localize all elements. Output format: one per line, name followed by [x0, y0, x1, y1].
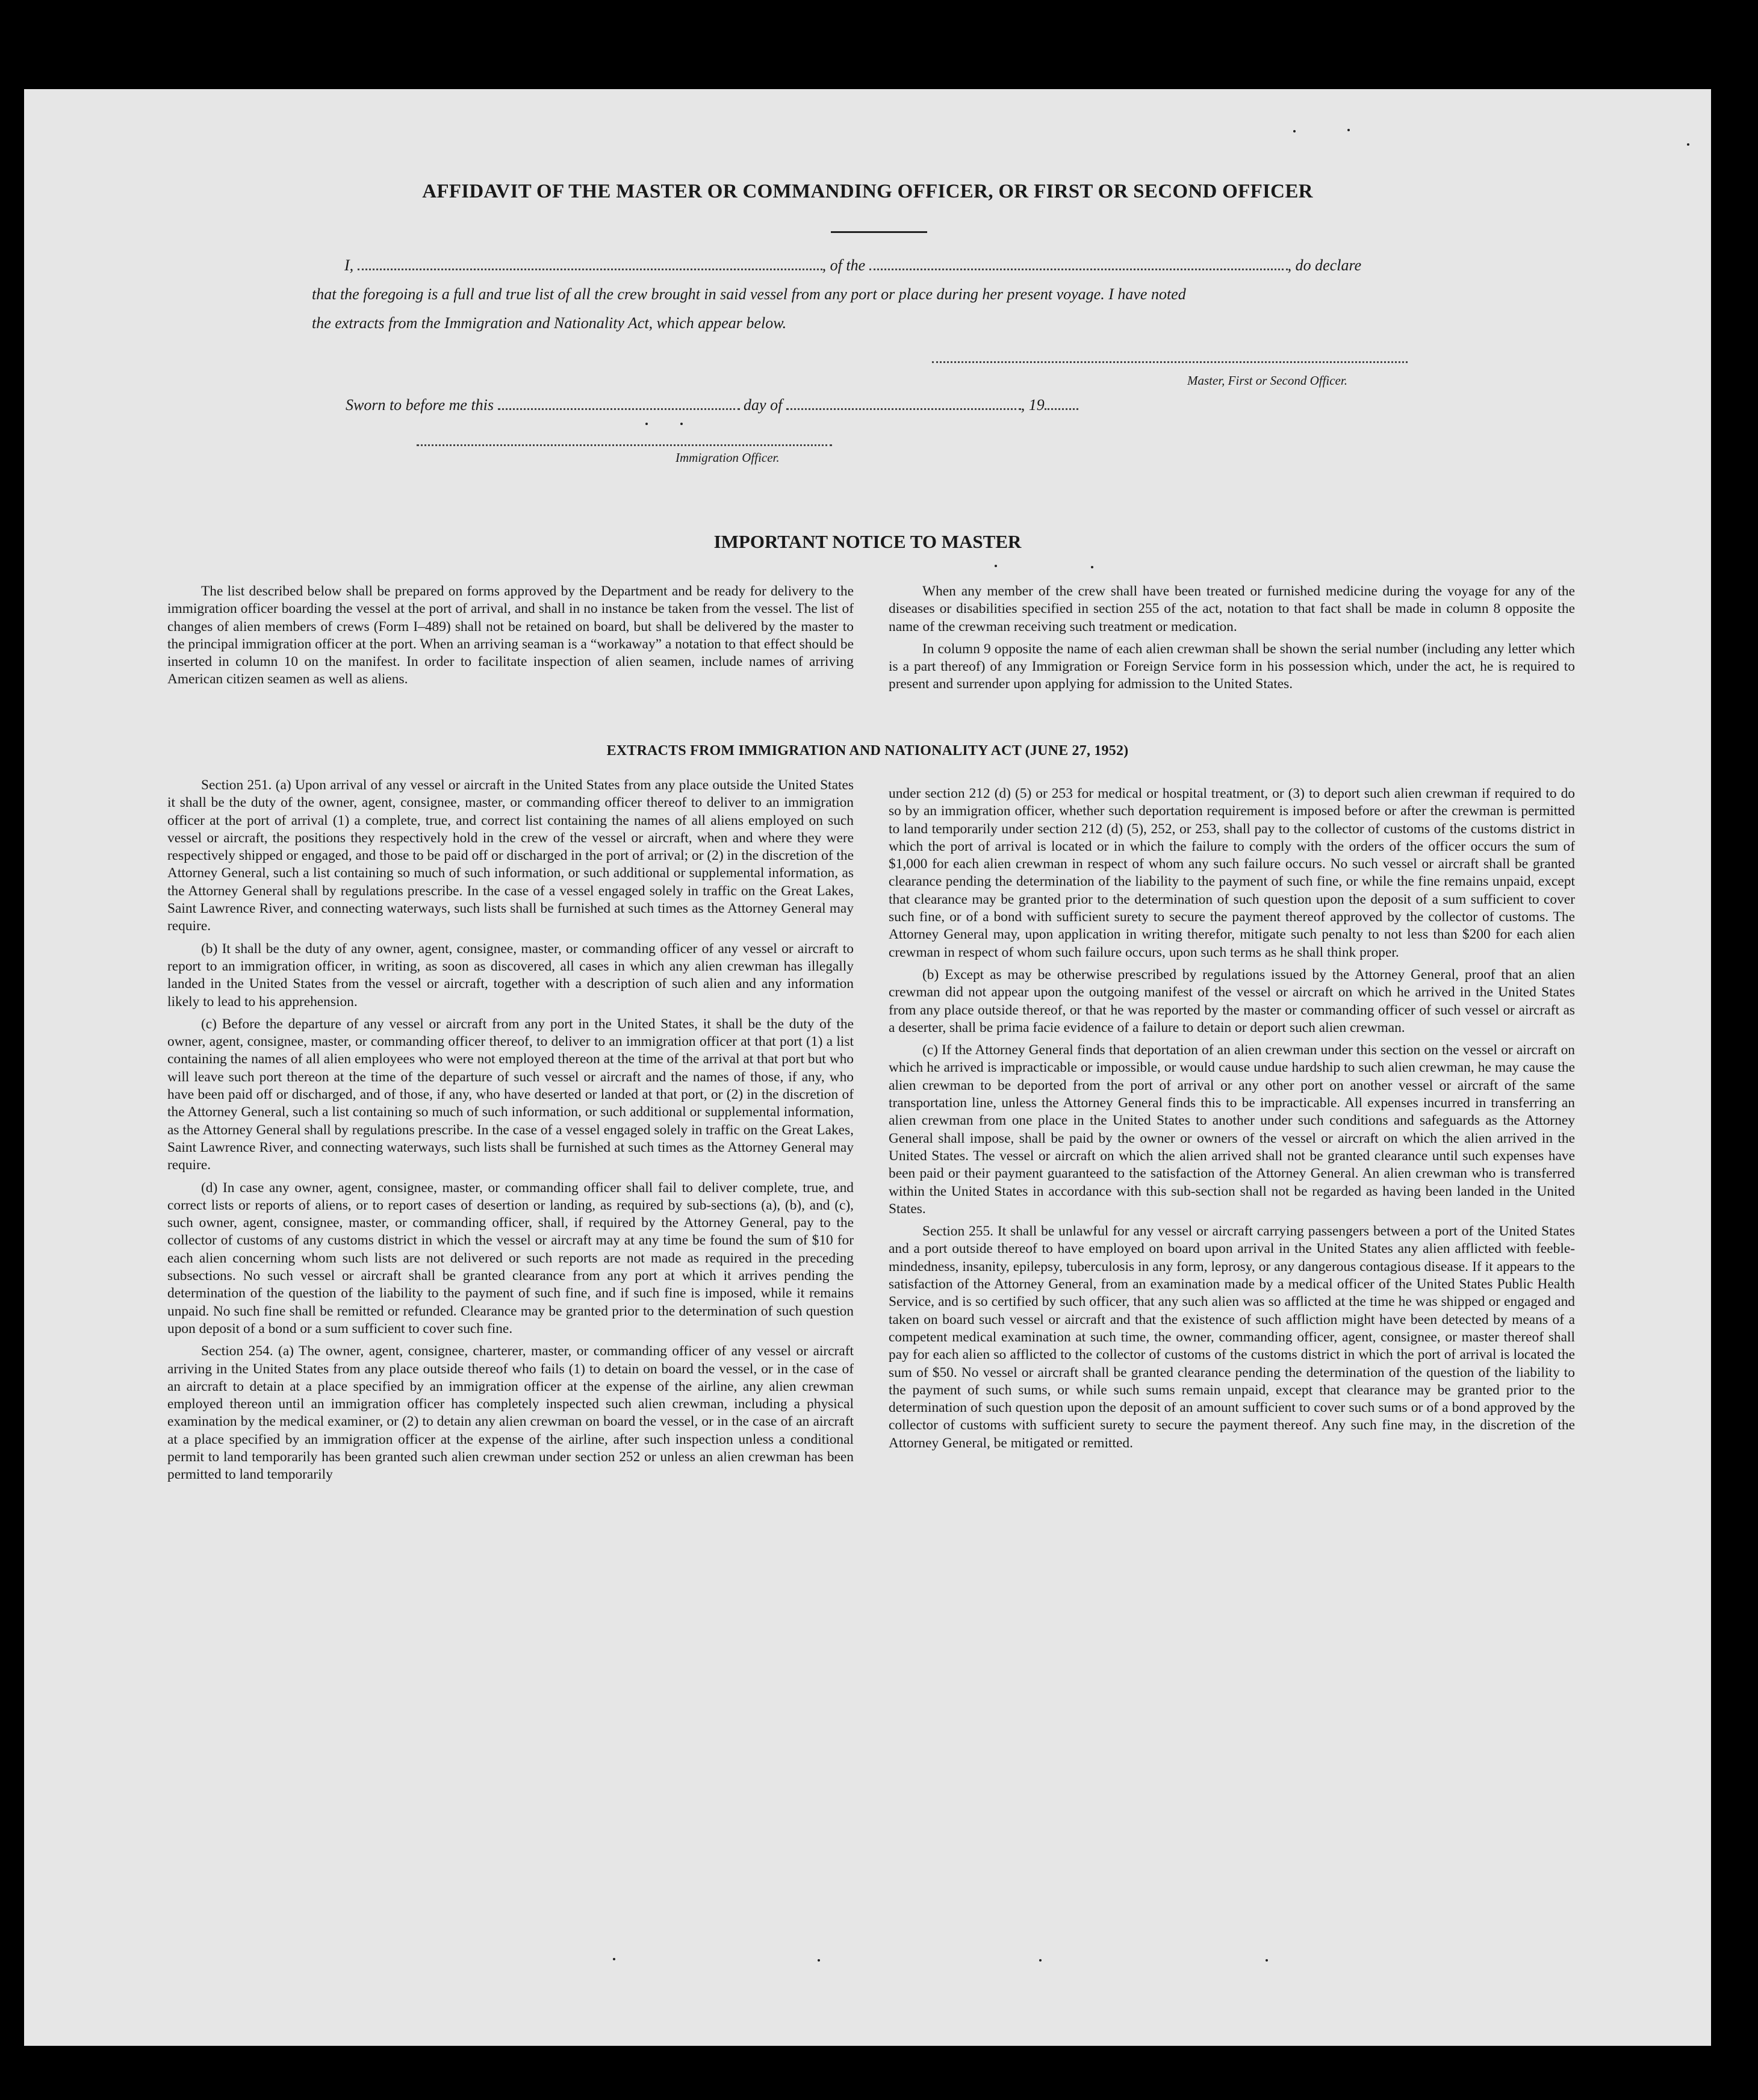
- section-254-c: (c) If the Attorney General finds that deportation of an alien crewman under this section on the vessel or aircraft on which he arrived is impracticable or impossible, or would cause undue hardship to such alien crewman, he may cause the alien crewman to be deported from the port of arrival or any other port on another vessel or aircraft of the same transportation line, unless the Attorney General finds this to be impracticable. All expenses incurred in transferring an alien crewman from one place in the United States to another under such conditions and safeguards as the Attorney General shall impose, shall be paid by the owner or owners of the vessel or aircraft on which the alien arrived in the United States. The vessel or aircraft on which the alien arrived shall not be granted clearance until such expenses have been paid or their payment guaranteed to the satisfaction of the Attorney General. An alien crewman who is transferred within the United States in accordance with this sub-section shall not be regarded as having been landed in the United States.: [889, 1042, 1575, 1217]
- scan-speck: [1266, 1959, 1268, 1962]
- declarant-i: I,: [344, 256, 354, 274]
- immigration-officer-label: Immigration Officer.: [676, 450, 780, 465]
- section-251-a: Section 251. (a) Upon arrival of any vessel or aircraft in the United States from any place outside the United States it shall be the duty of the owner, agent, consignee, master, or commanding officer thereof to deliver to an immigration officer at the port of arrival (1) a complete, true, and correct list containing the names of all aliens employed on such vessel or aircraft, the positions they respectively hold in the crew of the vessel or aircraft, when and where they were respectively shipped or engaged, and those to be paid off or discharged in the port of arrival; or (2) in the discretion of the Attorney General, such a list containing so much of such information, or such additional or supplemental information, as the Attorney General shall by regulations prescribe. In the case of a vessel engaged solely in traffic on the Great Lakes, Saint Lawrence River, and connecting waterways, such lists shall be furnished at such times as the Attorney General may require.: [167, 777, 854, 934]
- notice-right-paragraph-1: When any member of the crew shall have been treated or furnished medicine during the voyage for any of the diseases or disabilities specified in section 255 of the act, notation to that fact shall be made in column 8 opposite the name of the crewman receiving such treatment or medication.: [889, 583, 1575, 635]
- declarant-name-field[interactable]: [358, 269, 822, 270]
- notice-right-paragraph-2: In column 9 opposite the name of each alien crewman shall be shown the serial number (including any letter which is a part thereof) of any Immigration or Foreign Service form in his possession which, under the act, he is required to present and surrender upon applying for admission to the United States.: [889, 641, 1575, 692]
- sworn-prefix: Sworn to before me this: [346, 396, 494, 414]
- declaration-line-2: that the foregoing is a full and true list of all the crew brought in said vessel from any port or place during her present voyage. I have noted: [312, 285, 1186, 303]
- sworn-year-prefix: , 19: [1020, 396, 1045, 414]
- of-the-text: , of the: [822, 256, 866, 274]
- extracts-left-column: [167, 777, 854, 1489]
- extracts-right-column: [889, 785, 1575, 1457]
- declaration-line-3: the extracts from the Immigration and Nationality Act, which appear below.: [312, 314, 787, 332]
- section-251-c: (c) Before the departure of any vessel or aircraft from any port in the United States, it shall be the duty of the owner, agent, consignee, master, or commanding officer thereof, to deliver to an immigration officer at that port (1) a list containing the names of all alien employees who were not employed thereon at the time of the arrival at that port but who will leave such port thereon at the time of the departure of such vessel or aircraft and the names of those, if any, who have been paid off or discharged, and of those, if any, who have deserted or landed at that port, or (2) in the discretion of the Attorney General, such a list containing so much of such information, or such additional or supplemental information, as the Attorney General shall by regulations prescribe. In the case of a vessel engaged solely in traffic on the Great Lakes, Saint Lawrence River, and connecting waterways, such lists shall be furnished at such times as the Attorney General may require.: [167, 1016, 854, 1173]
- section-255: Section 255. It shall be unlawful for any vessel or aircraft carrying passengers between a port of the United States and a port outside thereof to have employed on board upon arrival in the United States any alien afflicted with feeble-mindedness, insanity, epilepsy, tuberculosis in any form, leprosy, or any dangerous contagious disease. If it appears to the satisfaction of the Attorney General, from an examination made by a medical officer of the United States Public Health Service, and is so certified by such officer, that any such alien was so afflicted at the time he was shipped or engaged and taken on board such vessel or aircraft and that the existence of such affliction might have been detected by means of a competent medical examination at such time, the owner, commanding officer, agent, consignee, or master thereof shall pay for each alien so afflicted to the collector of customs of the customs district in which the port of arrival is located the sum of $50. No vessel or aircraft shall be granted clearance pending the determination of the question of the liability to the payment of such sums, or while such sums remain unpaid, except that clearance may be granted prior to the determination of such question upon the deposit of an amount sufficient to cover such sums or of a bond approved by the collector of customs with sufficient surety to secure the payment thereof. Any such fine may, in the discretion of the Attorney General, be mitigated or remitted.: [889, 1223, 1575, 1451]
- vessel-name-field[interactable]: [869, 269, 1288, 270]
- notice-title: IMPORTANT NOTICE TO MASTER: [713, 531, 1022, 552]
- scan-speck: [995, 565, 997, 567]
- immigration-officer-signature-line[interactable]: [417, 444, 832, 446]
- scan-speck: [645, 423, 648, 425]
- scan-speck: [1347, 129, 1350, 131]
- master-signature-label: Master, First or Second Officer.: [1187, 373, 1347, 388]
- scan-speck: [1039, 1959, 1042, 1962]
- master-signature-line[interactable]: [932, 361, 1408, 363]
- sworn-line: [346, 396, 1249, 414]
- section-251-b: (b) It shall be the duty of any owner, agent, consignee, master, or commanding officer of any vessel or aircraft to report to an immigration officer, in writing, as soon as discovered, all cases in which any alien crewman has illegally landed in the United States from the vessel or aircraft, together with a description of such alien and any information likely to lead to his apprehension.: [167, 940, 854, 1010]
- declaration-line: [344, 256, 1428, 275]
- section-254-b: (b) Except as may be otherwise prescribed by regulations issued by the Attorney General, proof that an alien crewman did not appear upon the outgoing manifest of the vessel or aircraft on which he arrived in the United States from any place outside thereof, or that he was reported by the master or commanding officer of such vessel or aircraft as a deserter, shall be prima facie evidence of a failure to detain or deport such alien crewman.: [889, 966, 1575, 1036]
- notice-left-column: [167, 583, 854, 694]
- notice-left-paragraph-1: The list described below shall be prepared on forms approved by the Department and be ready for delivery to the immigration officer boarding the vessel at the port of arrival, and shall in no instance be taken from the vessel. The list of changes of alien members of crews (Form I–489) shall not be retained on board, but shall be delivered by the master to the principal immigration officer at the port. When an arriving seaman is a “workaway” a notation to that effect should be inserted in column 10 on the manifest. In order to facilitate inspection of alien seamen, include names of arriving American citizen seamen as well as aliens.: [167, 583, 854, 688]
- scan-speck: [613, 1958, 615, 1960]
- sworn-year-field[interactable]: [1045, 408, 1078, 410]
- sworn-day-of: day of: [744, 396, 783, 414]
- title-rule: [831, 231, 927, 233]
- sworn-month-field[interactable]: [786, 408, 1021, 410]
- scan-speck: [1091, 566, 1093, 568]
- scan-speck: [818, 1959, 820, 1962]
- extracts-title: EXTRACTS FROM IMMIGRATION AND NATIONALITY ACT (JUNE 27, 1952): [606, 743, 1129, 759]
- affidavit-title: AFFIDAVIT OF THE MASTER OR COMMANDING OFFICER, OR FIRST OR SECOND OFFICER: [422, 181, 1313, 202]
- document-page: [24, 89, 1711, 2046]
- scan-speck: [1687, 143, 1689, 146]
- notice-right-column: [889, 583, 1575, 698]
- section-251-d: (d) In case any owner, agent, consignee, master, or commanding officer shall fail to deliver complete, true, and correct lists or reports of aliens, or to report cases of desertion or landing, as required by sub-sections (a), (b), and (c), such owner, agent, consignee, master, or commanding officer, shall, if required by the Attorney General, pay to the collector of customs of any customs district in which the vessel or aircraft may at any time be found the sum of $10 for each alien concerning whom such lists are not delivered or such reports are not made as required in the preceding subsections. No such vessel or aircraft shall be granted clearance from any port at which it arrives pending the determination of the question of the liability to the payment of such fine, and if such fine is imposed, while it remains unpaid. No such fine shall be remitted or refunded. Clearance may be granted prior to the determination of such question upon deposit of a bond or a sum sufficient to cover such fine.: [167, 1179, 854, 1337]
- sworn-day-field[interactable]: [498, 408, 740, 410]
- scan-speck: [680, 423, 683, 425]
- do-declare-text: , do declare: [1287, 256, 1362, 274]
- scan-speck: [1293, 130, 1296, 132]
- section-254-a: Section 254. (a) The owner, agent, consignee, charterer, master, or commanding officer of any vessel or aircraft arriving in the United States from any place outside thereof who fails (1) to detain on board the vessel, or in the case of an aircraft to detain at a place specified by an immigration officer at the expense of the airline, any alien crewman employed thereon until an immigration officer has completely inspected such alien crewman, including a physical examination by the medical examiner, or (2) to detain any alien crewman on board the vessel, or in the case of an aircraft at a place specified by an immigration officer at the expense of the airline, after such inspection unless a conditional permit to land temporarily has been granted such alien crewman under section 252 or unless an alien crewman has been permitted to land temporarily: [167, 1343, 854, 1483]
- section-254-a-continued: under section 212 (d) (5) or 253 for medical or hospital treatment, or (3) to deport such alien crewman if required to do so by an immigration officer, whether such deportation requirement is imposed before or after the crewman is permitted to land temporarily under section 212 (d) (5), 252, or 253, shall pay to the collector of customs of the customs district in which the port of arrival is located or in which the failure to comply with the orders of the officer occurs the sum of $1,000 for each alien crewman in respect of whom any such failure occurs. No such vessel or aircraft shall be granted clearance pending the determination of the liability to the payment of such fine, or while the fine remains unpaid, except that clearance may be granted prior to the determination of such question upon the deposit of a sum sufficient to cover such fine, or of a bond with sufficient surety to secure the payment thereof approved by the collector of customs. The Attorney General may, upon application in writing therefor, mitigate such penalty to not less than $200 for each alien crewman in respect of whom such failure occurs, upon such terms as he shall think proper.: [889, 786, 1575, 960]
